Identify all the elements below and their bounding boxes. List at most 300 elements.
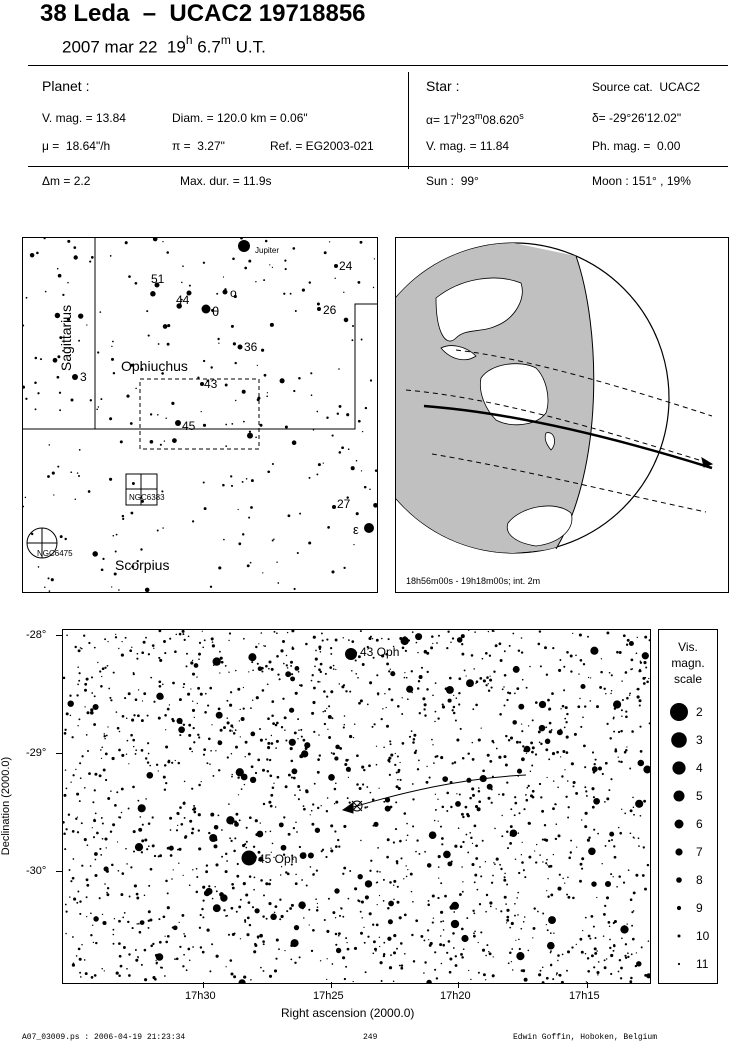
field-star — [246, 847, 248, 849]
field-star — [394, 764, 396, 766]
field-star — [131, 647, 132, 648]
field-star — [138, 689, 139, 690]
field-star — [485, 684, 487, 686]
field-star — [428, 939, 429, 940]
field-star — [326, 930, 329, 933]
field-star — [88, 642, 90, 644]
scale-dot-8 — [676, 877, 682, 883]
field-star — [625, 671, 628, 674]
field-star — [175, 760, 176, 761]
field-star — [566, 751, 569, 754]
field-star — [400, 857, 402, 859]
field-star — [620, 967, 623, 970]
field-star — [493, 742, 495, 744]
field-star — [500, 868, 502, 870]
field-star — [200, 693, 203, 696]
field-star — [104, 738, 105, 739]
field-star — [485, 652, 488, 655]
field-star — [219, 651, 221, 653]
field-star — [411, 891, 413, 893]
field-star — [422, 697, 425, 700]
max-duration: Max. dur. = 11.9s — [180, 174, 272, 188]
field-star — [567, 896, 570, 899]
field-star — [625, 715, 628, 718]
field-star — [65, 769, 66, 770]
field-star — [514, 802, 517, 805]
field-star — [73, 246, 76, 249]
field-star — [231, 485, 233, 487]
field-star — [638, 845, 640, 847]
field-star — [135, 959, 138, 962]
field-star — [461, 634, 465, 638]
field-star — [275, 747, 277, 749]
field-star — [516, 897, 518, 899]
field-star — [280, 874, 281, 875]
field-star — [137, 800, 139, 802]
field-star — [290, 747, 293, 750]
field-star — [582, 930, 583, 931]
field-star — [233, 850, 236, 853]
field-star — [511, 961, 512, 962]
field-star — [72, 964, 75, 967]
field-star — [138, 804, 146, 812]
field-star — [262, 689, 265, 692]
field-star — [388, 670, 390, 672]
field-star — [325, 673, 327, 675]
field-star — [128, 692, 131, 695]
field-star — [640, 750, 643, 753]
field-star — [521, 854, 522, 855]
field-star — [489, 760, 492, 763]
field-star — [531, 765, 533, 767]
field-star — [57, 268, 59, 270]
field-star — [318, 734, 320, 736]
field-star — [386, 707, 387, 708]
field-star — [214, 825, 219, 830]
field-star — [62, 294, 64, 296]
field-star — [508, 962, 510, 964]
field-star — [450, 806, 452, 808]
field-star — [609, 672, 611, 674]
field-star — [430, 646, 433, 649]
field-star — [494, 828, 496, 830]
field-star — [429, 777, 431, 779]
field-star — [145, 798, 147, 800]
field-star — [542, 861, 543, 862]
field-star — [544, 838, 547, 841]
field-star — [505, 903, 507, 905]
field-star — [207, 705, 209, 707]
field-star — [320, 651, 322, 653]
field-star — [397, 705, 400, 708]
field-star — [261, 349, 264, 352]
field-star — [126, 753, 127, 754]
field-star — [389, 774, 391, 776]
field-star — [559, 874, 561, 876]
field-star — [530, 794, 533, 797]
scale-dot-11 — [678, 963, 680, 965]
field-star — [176, 957, 179, 960]
field-star — [614, 856, 617, 859]
field-star — [241, 788, 243, 790]
field-star — [275, 905, 278, 908]
field-star — [594, 763, 596, 765]
field-star — [525, 799, 528, 802]
field-star — [413, 960, 415, 962]
field-star — [606, 958, 607, 959]
field-star — [610, 778, 612, 780]
field-star — [445, 780, 446, 781]
field-star — [518, 939, 520, 941]
field-star — [521, 757, 525, 761]
dec-label-3: -30° — [26, 865, 47, 877]
field-star — [148, 885, 150, 887]
field-star — [298, 377, 301, 380]
field-star — [363, 927, 364, 928]
field-star — [624, 955, 626, 957]
field-star — [198, 658, 200, 660]
field-star — [464, 669, 466, 671]
field-star — [209, 687, 212, 690]
field-star — [534, 850, 535, 851]
field-star — [203, 481, 205, 483]
field-star — [225, 966, 226, 967]
field-star — [227, 756, 229, 758]
field-star — [212, 644, 215, 647]
field-star — [318, 463, 321, 466]
field-star — [339, 683, 340, 684]
field-star — [489, 679, 492, 682]
field-star — [259, 728, 261, 730]
field-star — [499, 642, 502, 645]
field-star — [610, 693, 611, 694]
field-star — [136, 897, 139, 900]
field-star — [136, 893, 139, 896]
field-star — [235, 729, 237, 731]
field-star — [561, 981, 564, 983]
field-star — [233, 342, 236, 345]
field-star — [540, 703, 542, 705]
field-star — [589, 700, 591, 702]
field-star — [86, 711, 89, 714]
field-star — [587, 636, 589, 638]
field-star — [63, 821, 65, 824]
field-star — [523, 869, 525, 871]
field-star — [221, 829, 223, 831]
field-star — [128, 763, 129, 764]
field-star — [146, 848, 148, 850]
field-star — [249, 816, 252, 819]
field-star — [150, 677, 152, 679]
field-star — [603, 688, 605, 690]
field-star — [645, 667, 647, 669]
field-star — [552, 807, 555, 810]
field-star — [512, 633, 514, 635]
scale-title-2: magn. — [671, 656, 705, 670]
field-star — [274, 969, 277, 972]
field-star — [492, 875, 494, 877]
field-star — [263, 894, 265, 896]
field-star — [633, 891, 636, 894]
field-star — [199, 642, 201, 644]
field-star — [478, 800, 481, 803]
scale-label-3: 3 — [696, 733, 703, 747]
field-star — [65, 787, 67, 789]
field-star — [40, 358, 42, 360]
field-star — [99, 848, 101, 850]
field-star — [511, 922, 514, 925]
field-star — [547, 929, 549, 931]
field-star — [638, 760, 645, 767]
field-star — [243, 638, 245, 640]
field-star — [567, 780, 569, 782]
field-star — [135, 282, 138, 285]
field-star — [367, 704, 369, 706]
field-star — [190, 688, 191, 689]
field-star — [332, 911, 335, 914]
field-star — [102, 558, 104, 560]
field-star — [562, 750, 565, 753]
field-star — [629, 641, 634, 646]
field-star — [258, 666, 263, 671]
field-star — [114, 804, 117, 807]
field-star — [317, 302, 320, 305]
field-star — [556, 823, 558, 825]
field-star — [178, 762, 180, 764]
field-star — [334, 803, 335, 804]
field-star — [230, 691, 232, 693]
field-star — [334, 756, 338, 760]
field-star — [360, 630, 362, 632]
field-star — [427, 904, 430, 907]
field-star — [284, 729, 286, 731]
field-star — [238, 905, 241, 908]
field-star — [500, 659, 503, 662]
field-star — [502, 688, 504, 690]
field-star — [165, 782, 167, 784]
field-star — [312, 701, 315, 704]
field-star — [605, 762, 608, 765]
field-star — [115, 550, 117, 552]
field-star — [185, 835, 188, 838]
hour-sup: h — [185, 33, 193, 47]
field-star — [76, 793, 79, 796]
ra-m-sup: m — [475, 111, 483, 121]
field-star — [267, 717, 270, 720]
field-star — [149, 918, 152, 921]
field-star — [110, 790, 112, 792]
field-star — [510, 736, 513, 739]
field-star — [553, 780, 554, 781]
field-star — [255, 646, 257, 648]
field-star — [317, 903, 318, 904]
field-star — [221, 856, 223, 858]
field-star — [412, 798, 414, 800]
footer-author: Edwin Goffin, Hoboken, Belgium — [513, 1033, 658, 1042]
field-star — [59, 409, 61, 411]
field-star — [197, 687, 200, 690]
field-star — [207, 929, 210, 932]
field-star — [223, 909, 225, 911]
field-star — [396, 901, 399, 904]
field-star — [386, 662, 389, 665]
field-star — [370, 860, 372, 862]
field-star — [146, 772, 153, 779]
field-star — [380, 961, 383, 964]
field-star — [411, 730, 413, 732]
label-51: 51 — [151, 272, 165, 286]
field-star — [254, 877, 256, 879]
field-star — [515, 940, 516, 941]
field-star — [167, 906, 170, 909]
field-star — [192, 828, 195, 831]
field-star — [319, 754, 321, 756]
field-star — [136, 658, 138, 660]
field-star — [290, 959, 292, 961]
field-star — [172, 438, 177, 443]
field-star — [132, 786, 135, 789]
field-star — [610, 954, 613, 957]
field-star — [624, 813, 626, 815]
field-star — [64, 848, 66, 850]
field-star — [505, 735, 507, 737]
field-star — [296, 831, 298, 833]
label-36: 36 — [244, 340, 258, 354]
field-star — [379, 871, 381, 873]
field-star — [118, 870, 120, 872]
field-star — [225, 870, 228, 873]
field-star — [161, 967, 163, 969]
field-star — [579, 938, 582, 941]
field-star — [197, 703, 198, 704]
field-star — [475, 683, 476, 684]
field-star — [635, 874, 638, 877]
field-star — [618, 760, 620, 762]
field-star — [608, 840, 610, 842]
field-star — [91, 256, 94, 259]
field-star — [532, 937, 533, 938]
field-star — [547, 864, 548, 865]
field-star — [328, 705, 330, 707]
field-star — [284, 260, 286, 262]
field-star — [243, 687, 244, 688]
field-star — [303, 808, 306, 811]
field-star — [424, 961, 426, 963]
field-star — [84, 689, 87, 692]
field-star — [232, 730, 233, 731]
field-star — [566, 713, 568, 715]
field-star — [361, 900, 364, 903]
field-star — [208, 885, 210, 887]
field-star — [141, 749, 144, 752]
field-star — [504, 650, 506, 652]
field-star — [592, 766, 598, 772]
field-star — [84, 706, 85, 707]
field-star — [81, 822, 83, 824]
field-star — [90, 934, 92, 936]
field-star — [397, 779, 399, 781]
field-star — [133, 746, 134, 747]
field-star — [143, 641, 146, 644]
field-star — [152, 844, 155, 847]
field-star — [226, 915, 228, 917]
field-star — [291, 904, 294, 907]
field-star — [142, 824, 144, 826]
field-star — [432, 643, 433, 644]
field-star — [156, 764, 158, 766]
scale-label-10: 10 — [696, 929, 710, 943]
field-star — [74, 255, 78, 259]
field-star — [630, 977, 633, 980]
field-star — [67, 240, 70, 243]
field-star — [153, 648, 154, 649]
field-star — [144, 978, 147, 981]
field-star — [587, 970, 590, 973]
field-star — [632, 797, 634, 799]
field-star — [548, 916, 556, 924]
field-star — [276, 632, 278, 634]
field-star — [92, 551, 98, 557]
field-star — [489, 675, 490, 676]
field-star — [227, 717, 229, 719]
field-star — [309, 281, 311, 283]
field-star — [282, 640, 285, 643]
field-star — [128, 953, 130, 955]
field-star — [118, 589, 120, 591]
field-star — [453, 706, 456, 709]
label-ophiuchus: Ophiuchus — [121, 358, 188, 374]
field-star — [240, 899, 242, 901]
field-star — [238, 794, 239, 795]
field-star — [491, 882, 493, 884]
field-star — [64, 794, 67, 797]
field-star — [230, 840, 232, 842]
field-star — [360, 699, 363, 702]
field-star — [431, 739, 433, 741]
field-star — [45, 291, 47, 293]
field-star — [502, 793, 505, 796]
field-star — [271, 668, 274, 671]
field-star — [351, 670, 353, 672]
field-star — [591, 915, 594, 918]
field-star — [372, 726, 374, 728]
field-star — [613, 845, 615, 847]
field-star — [156, 953, 164, 961]
field-star — [381, 980, 383, 982]
field-star — [474, 874, 477, 877]
field-star — [625, 943, 627, 945]
field-star — [611, 690, 612, 691]
field-star — [477, 889, 479, 891]
field-star — [376, 924, 379, 927]
jupiter-marker — [238, 240, 250, 252]
field-star — [418, 853, 420, 855]
field-star — [189, 285, 191, 287]
field-star — [138, 828, 142, 832]
field-star — [58, 274, 62, 278]
field-star — [369, 681, 372, 684]
field-star — [374, 258, 375, 259]
field-star — [233, 975, 236, 978]
field-star — [434, 969, 436, 971]
field-star — [606, 631, 609, 634]
field-star — [80, 976, 82, 978]
field-star — [159, 659, 162, 662]
field-star — [488, 631, 489, 632]
field-star — [263, 970, 265, 972]
field-star — [424, 650, 427, 653]
field-star — [232, 823, 233, 824]
